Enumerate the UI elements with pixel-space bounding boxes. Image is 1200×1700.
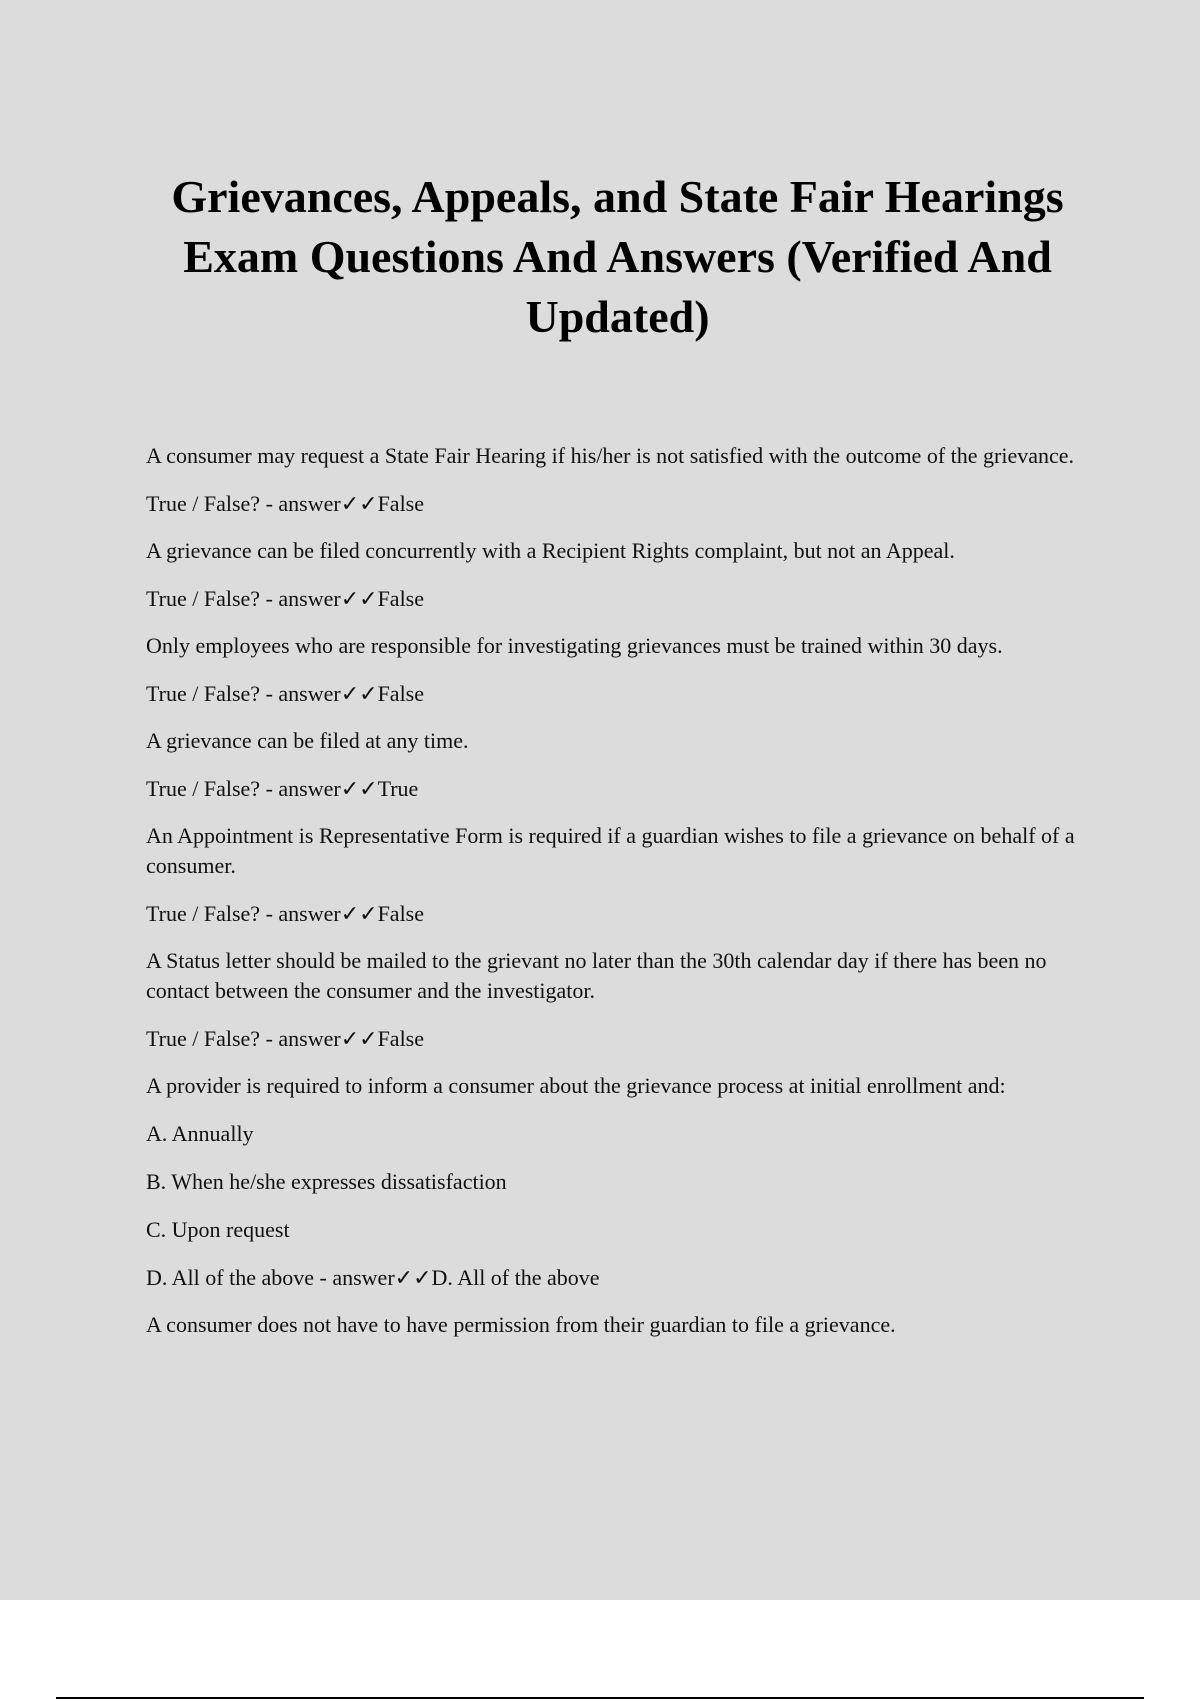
question-text: A Status letter should be mailed to the grievant no later than the 30th calendar day if there has been no contact between the consumer and the investigator. (146, 948, 1047, 1003)
answer-text: True / False? - answer✓✓False (146, 901, 425, 926)
question-text: A consumer does not have to have permission from their guardian to file a grievance. (146, 1312, 896, 1337)
option-text: B. When he/she expresses dissatisfaction (146, 1169, 507, 1194)
question-text: Only employees who are responsible for investigating grievances must be trained within 30 days. (146, 633, 1003, 658)
question-text: A consumer may request a State Fair Hearing if his/her is not satisfied with the outcome of the grievance. (146, 443, 1075, 468)
question-text: An Appointment is Representative Form is required if a guardian wishes to file a grievance on behalf of a consumer. (146, 823, 1075, 878)
answer-text: True / False? - answer✓✓False (146, 586, 425, 611)
answer-text: True / False? - answer✓✓False (146, 681, 425, 706)
question-text: A grievance can be filed at any time. (146, 728, 469, 753)
answer-text: D. All of the above - answer✓✓D. All of the above (146, 1265, 600, 1290)
footer-divider (56, 1697, 1144, 1699)
answer-text: True / False? - answer✓✓False (146, 1026, 425, 1051)
document-title: Grievances, Appeals, and State Fair Hearings Exam Questions And Answers (Verified And Updated) (171, 171, 1064, 342)
answer-text: True / False? - answer✓✓False (146, 491, 425, 516)
option-text: C. Upon request (146, 1217, 290, 1242)
answer-text: True / False? - answer✓✓True (146, 776, 419, 801)
question-text: A grievance can be filed concurrently with a Recipient Rights complaint, but not an Appeal. (146, 538, 955, 563)
option-text: A. Annually (146, 1121, 254, 1146)
question-text: A provider is required to inform a consumer about the grievance process at initial enrollment and: (146, 1073, 1006, 1098)
document-body (146, 441, 1106, 1358)
